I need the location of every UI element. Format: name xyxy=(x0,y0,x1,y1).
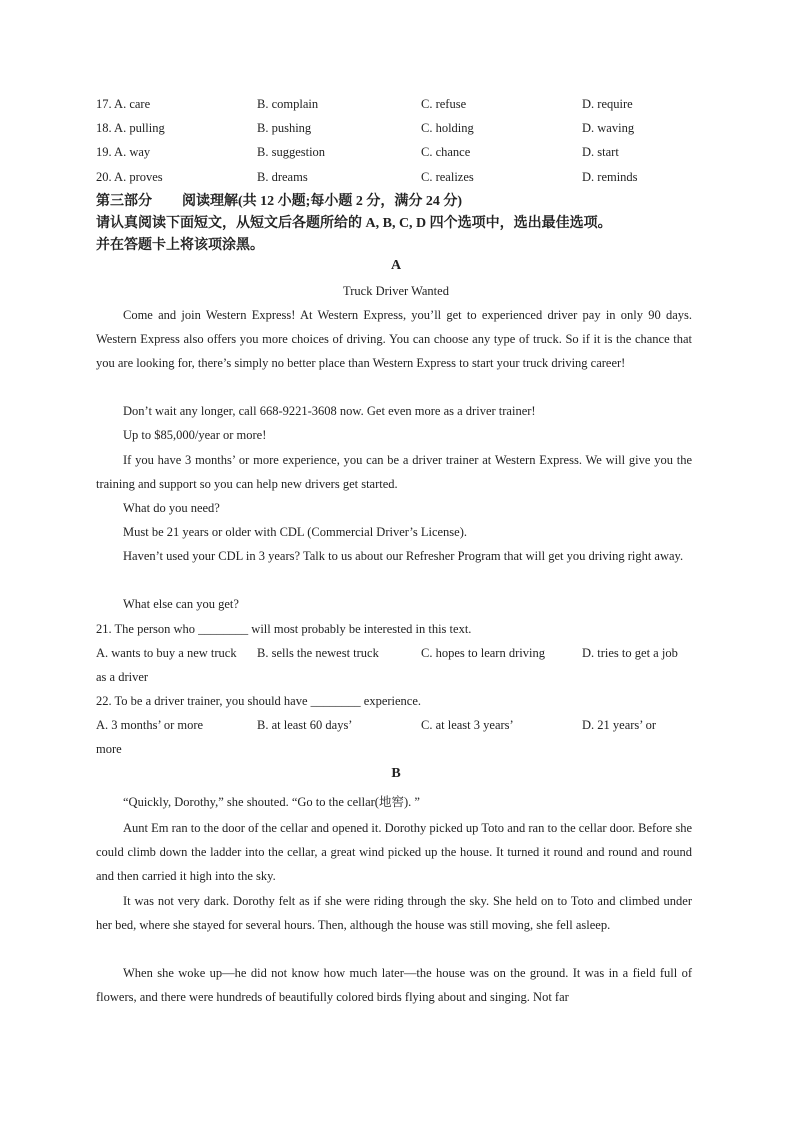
passage-a-title: Truck Driver Wanted xyxy=(343,284,449,298)
option-b: B. suggestion xyxy=(257,145,326,159)
option-a: 17. A. care xyxy=(96,97,151,111)
passage-a-paragraph-5: What do you need? xyxy=(123,501,220,515)
option-a: 19. A. way xyxy=(96,145,151,159)
option-a: A. wants to buy a new truck xyxy=(96,646,237,660)
option-row-18 xyxy=(96,118,696,138)
passage-a-paragraph-6: Must be 21 years or older with CDL (Commercial Driver’s License). xyxy=(123,525,468,539)
option-c: C. at least 3 years’ xyxy=(421,718,514,732)
question-22-stem: 22. To be a driver trainer, you should have ________ experience. xyxy=(96,694,422,708)
section-instruction-2: 并在答题卡上将该项涂黑。 xyxy=(96,238,264,253)
passage-b-paragraph-2: Aunt Em ran to the door of the cellar and opened it. Dorothy picked up Toto and ran to the cellar door. Before she could climb down the ladder into the cellar, a great wind picked up the house. It turned it round and round and round and then carried it high into the sky. xyxy=(96,821,692,883)
section-part: 第三部分 xyxy=(96,194,152,209)
section-heading xyxy=(96,191,462,213)
option-row-17 xyxy=(96,94,696,114)
question-22-options xyxy=(96,713,692,737)
passage-b-paragraph-3: It was not very dark. Dorothy felt as if she were riding through the sky. She held on to Toto and climbed under her bed, where she stayed for several hours. Then, although the house was still moving, she fell asleep. xyxy=(96,894,692,932)
option-c: C. holding xyxy=(421,121,474,135)
option-b: B. sells the newest truck xyxy=(257,646,379,660)
passage-a-paragraph-8: What else can you get? xyxy=(123,597,239,611)
option-c: C. realizes xyxy=(421,170,474,184)
question-21-options xyxy=(96,641,692,665)
question-22-option-d-continued: more xyxy=(96,742,122,756)
option-a: A. 3 months’ or more xyxy=(96,718,204,732)
passage-a-paragraph-1: Come and join Western Express! At Western Express, you’ll get to experienced driver pay in only 90 days. Western Express also offers you more choices of driving. You can choose any type of truck. So if it is the chance that you are looking for, there’s simply no better place than Western Express to start your truck driving career! xyxy=(96,308,692,370)
question-21-stem: 21. The person who ________ will most probably be interested in this text. xyxy=(96,622,472,636)
passage-b-paragraph-1: “Quickly, Dorothy,” she shouted. “Go to the cellar(地窖). ” xyxy=(123,795,420,809)
passage-b-paragraph-4: When she woke up—he did not know how much later—the house was on the ground. It was in a field full of flowers, and there were hundreds of beautifully colored birds flying about and singing. Not far xyxy=(96,966,692,1004)
section-instruction-1: 请认真阅读下面短文，从短文后各题所给的 A, B, C, D 四个选项中，选出最佳选项。 xyxy=(96,216,612,231)
option-c: C. hopes to learn driving xyxy=(421,646,545,660)
option-row-20 xyxy=(96,167,696,187)
option-a: 18. A. pulling xyxy=(96,121,165,135)
option-c: C. refuse xyxy=(421,97,467,111)
passage-a-paragraph-3: Up to $85,000/year or more! xyxy=(123,428,267,442)
option-a: 20. A. proves xyxy=(96,170,163,184)
option-d: D. tries to get a job xyxy=(582,646,678,660)
option-b: B. at least 60 days’ xyxy=(257,718,353,732)
option-row-19 xyxy=(96,142,696,162)
passage-a-paragraph-4: If you have 3 months’ or more experience, you can be a driver trainer at Western Express. We will give you the training and support so you can help new drivers get started. xyxy=(96,453,692,491)
option-d: D. waving xyxy=(582,121,635,135)
option-b: B. complain xyxy=(257,97,319,111)
option-b: B. pushing xyxy=(257,121,312,135)
option-c: C. chance xyxy=(421,145,471,159)
passage-a-paragraph-2: Don’t wait any longer, call 668-9221-3608 now. Get even more as a driver trainer! xyxy=(123,404,536,418)
option-d: D. 21 years’ or xyxy=(582,718,657,732)
option-d: D. require xyxy=(582,97,633,111)
option-d: D. start xyxy=(582,145,619,159)
question-21-option-d-continued: as a driver xyxy=(96,670,149,684)
passage-a-label: A xyxy=(390,258,402,273)
section-title: 阅读理解(共 12 小题;每小题 2 分，满分 24 分) xyxy=(182,194,462,209)
option-b: B. dreams xyxy=(257,170,308,184)
passage-a-paragraph-7: Haven’t used your CDL in 3 years? Talk to us about our Refresher Program that will get you driving right away. xyxy=(123,549,684,563)
passage-b-label: B xyxy=(391,766,401,781)
option-d: D. reminds xyxy=(582,170,638,184)
